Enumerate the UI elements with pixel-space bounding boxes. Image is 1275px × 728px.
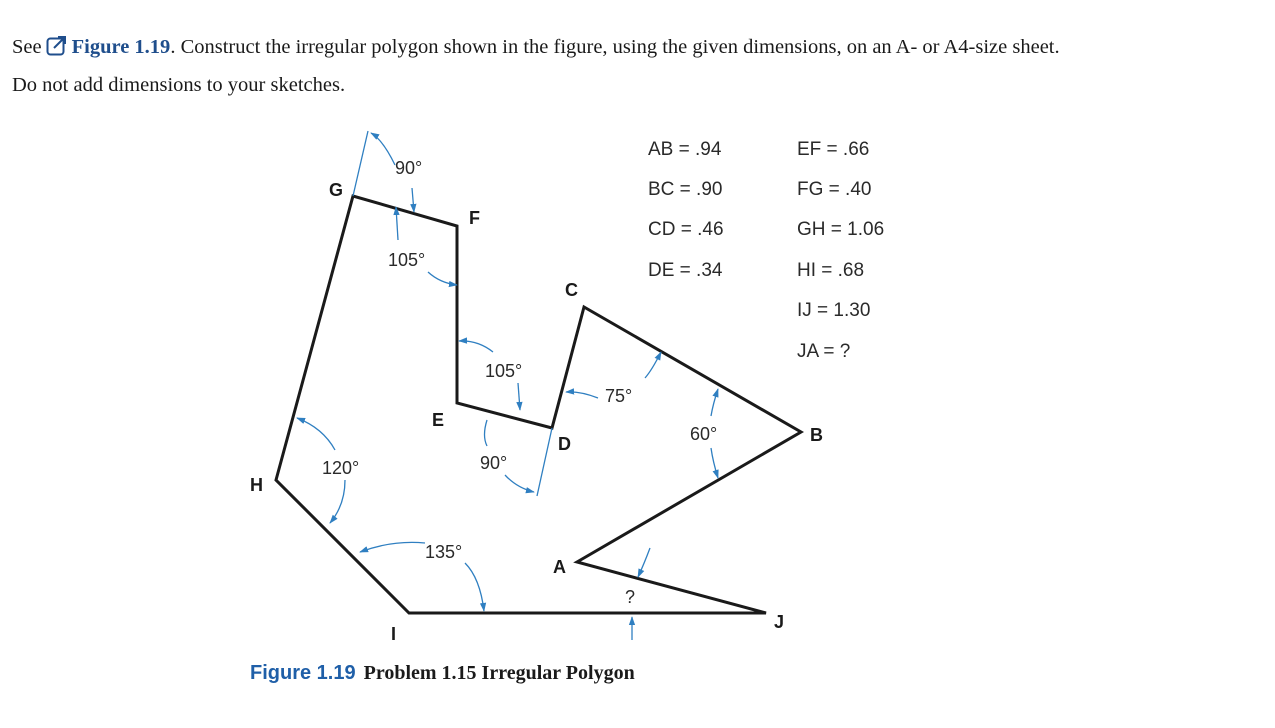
angle-arc-j1 — [638, 548, 650, 577]
irregular-polygon — [276, 196, 801, 613]
angle-arc-f1 — [396, 207, 398, 240]
angle-arc-i1 — [360, 542, 425, 552]
angle-arc-f2 — [428, 272, 457, 285]
angle-arc-h2 — [330, 480, 345, 523]
dimension-ab: AB = .94 — [648, 139, 722, 160]
dimension-de: DE = .34 — [648, 260, 723, 281]
dimension-ij: IJ = 1.30 — [797, 300, 871, 321]
dimension-hi: HI = .68 — [797, 260, 865, 281]
angle-label-e: 105° — [485, 361, 523, 381]
dimension-ja: JA = ? — [797, 341, 851, 362]
vertex-label-f: F — [469, 208, 480, 228]
angle-arc-d2 — [505, 475, 534, 492]
dimension-bc: BC = .90 — [648, 179, 723, 200]
instruction-text-line2: Do not add dimensions to your sketches. — [12, 74, 346, 96]
angle-arc-c1 — [566, 392, 598, 398]
vertex-label-e: E — [432, 410, 445, 430]
angle-label-f: 105° — [388, 250, 426, 270]
instruction-text: . Construct the irregular polygon shown in the figure, using the given dimensions, on an A- or A4-size sheet. — [170, 36, 1060, 58]
angle-arc-h1 — [297, 418, 335, 450]
dimension-fg: FG = .40 — [797, 179, 872, 200]
angle-arc-g2 — [412, 188, 414, 212]
angle-arc-g1 — [371, 133, 395, 165]
vertex-label-b: B — [810, 425, 823, 445]
angle-arc-e1 — [459, 341, 493, 352]
extension-line-g — [353, 131, 368, 196]
angle-label-b: 60° — [690, 424, 718, 444]
angle-arc-b1 — [711, 389, 718, 416]
extension-line-d — [537, 428, 552, 496]
vertex-label-i: I — [391, 624, 397, 644]
caption-title: Problem 1.15 Irregular Polygon — [363, 662, 635, 684]
see-text: See — [12, 36, 42, 58]
angle-arc-d1 — [485, 420, 488, 446]
angle-label-g: 90° — [395, 158, 423, 178]
angle-label-i: 135° — [425, 542, 463, 562]
angle-arc-e2 — [518, 383, 520, 410]
vertex-label-g: G — [329, 180, 344, 200]
figure-caption — [250, 662, 635, 685]
vertex-label-a: A — [553, 557, 566, 577]
angle-label-c: 75° — [605, 386, 633, 406]
caption-label: Figure 1.19 — [250, 662, 356, 684]
vertex-label-d: D — [558, 434, 571, 454]
angle-arc-c2 — [645, 352, 661, 378]
vertex-label-c: C — [565, 280, 578, 300]
angle-label-h: 120° — [322, 458, 360, 478]
dimension-cd: CD = .46 — [648, 219, 724, 240]
angle-label-d: 90° — [480, 453, 508, 473]
figure-link[interactable]: Figure 1.19 — [71, 36, 171, 58]
dimension-gh: GH = 1.06 — [797, 219, 885, 240]
angle-arc-b2 — [711, 448, 718, 478]
vertex-label-j: J — [774, 612, 785, 632]
angle-label-j: ? — [625, 587, 636, 607]
vertex-label-h: H — [250, 475, 263, 495]
angle-arc-i2 — [465, 563, 484, 611]
dimension-ef: EF = .66 — [797, 139, 870, 160]
